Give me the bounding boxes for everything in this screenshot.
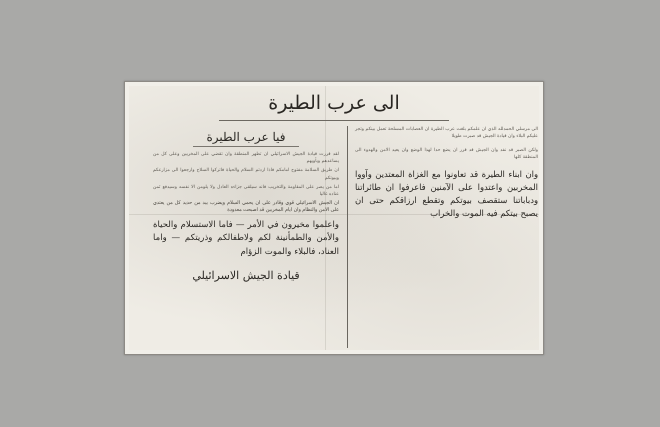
right-small-paragraph: الى مرسلي الحمدلله الذي ان علمكم بلغت عرب الطيرة ان العصابات المسلحة تعمل بينكم وتجر عليكم البلاء وان قيادة الجيش قد صبرت طويلا — [355, 127, 538, 140]
document-photo — [124, 81, 544, 355]
left-title-underline — [193, 146, 299, 147]
left-big-paragraph: واعلموا مخيرون في الأمر — فاما الاستسلام والحياة والأمن والطمأنينة لكم ولاطفالكم وذريتكم — واما العناد، فالبلاء والموت الزؤام — [153, 219, 339, 257]
left-small-paragraph: اما من يصر على المقاومة والتخريب فانه سيلقى جزاءه العادل ولا يلومن الا نفسه وسيدفع ثمن عناده غاليا — [153, 184, 339, 198]
right-column — [355, 126, 538, 220]
left-small-paragraph: ان طريق السلامة مفتوح امامكم فاذا اردتم السلام والحياة فاتركوا السلاح وارجعوا الى مزارعكم وبيوتكم — [153, 168, 339, 181]
right-big-paragraph: وان ابناء الطيرة قد تعاونوا مع الغزاة المعتدين وآووا المخربين واعتدوا على الآمنين فاعرفوا ان طائراتنا ودباباتنا ستقصف بيوتكم وتقطع ارزاقكم حتى ان يصبح بيتكم فيه الموت والخراب — [355, 168, 538, 219]
heading-underline — [219, 120, 449, 121]
left-column-title: فيا عرب الطيرة — [206, 130, 286, 144]
left-column — [153, 130, 339, 282]
leaflet-sheet — [129, 86, 539, 350]
column-divider — [347, 126, 348, 348]
left-small-paragraph: لقد قررت قيادة الجيش الاسرائيلي ان تطهر المنطقة وان تقضي على المخربين وعلى كل من يساعدهم ويأويهم — [153, 152, 339, 165]
leaflet-heading: الى عرب الطيرة — [268, 92, 400, 114]
left-mid-paragraph: ان الجيش الاسرائيلي قوي وقادر على ان يحمي السلام ويضرب بيد من حديد كل من يعتدي على الامن والنظام وان ايام المخربين قد اصبحت معدودة — [153, 201, 339, 214]
right-small-paragraph: ولكن الصبر قد نفد وان الجيش قد قرر ان يضع حدا لهذا الوضع وان يعيد الامن والهدوء الى المنطقة كلها — [355, 147, 538, 161]
signature: قيادة الجيش الاسرائيلي — [192, 269, 300, 283]
